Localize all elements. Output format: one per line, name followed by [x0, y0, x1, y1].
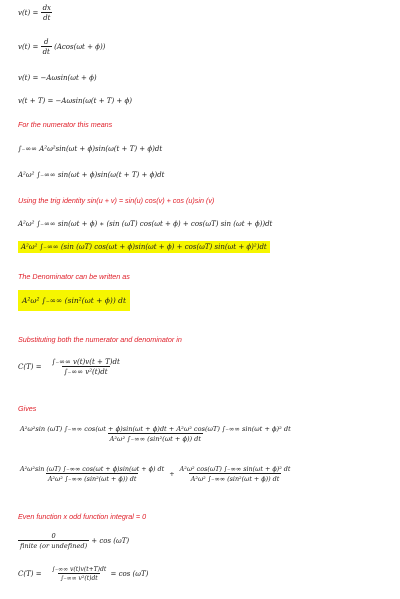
equation-lhs: v(t) =	[18, 9, 39, 17]
substituting-note: Substituting both the numerator and denominator in	[18, 335, 182, 344]
split-fraction-first	[18, 465, 166, 483]
gives-fraction-combined	[18, 425, 293, 443]
split-fraction-second	[178, 465, 293, 483]
shifted-velocity: v(t + T) = −Aωsin(ω(t + T) + ϕ)	[18, 97, 133, 105]
even-odd-note: Even function x odd function integral = 0	[18, 512, 147, 521]
fraction-numerator: A²ω²sin (ωT) ∫₋∞∞ cos(ωt + ϕ)sin(ωt + ϕ) dt	[20, 465, 165, 473]
fraction-numerator: 0	[51, 532, 56, 540]
equation-rhs: + cos (ωT)	[91, 537, 130, 545]
derivative-fraction	[41, 38, 52, 56]
denominator-expression	[18, 296, 130, 305]
combined-fraction	[18, 425, 293, 443]
highlighted-expression: A²ω² ∫₋∞∞ (sin²(ωt + ϕ)) dt	[18, 290, 130, 311]
fraction-denominator: dt	[43, 14, 51, 22]
derivative-fraction	[41, 4, 53, 22]
numerator-highlighted	[18, 243, 270, 251]
fraction-denominator: A²ω² ∫₋∞∞ (sin²(ωt + ϕ)) dt	[47, 475, 137, 483]
fraction-denominator: dt	[42, 48, 50, 56]
velocity-definition	[18, 4, 53, 22]
numerator-integral-factored: A²ω² ∫₋∞∞ sin(ωt + ϕ)sin(ω(t + T) + ϕ)dt	[18, 171, 165, 179]
equation-rhs: (Acos(ωt + ϕ))	[54, 43, 106, 51]
final-fraction	[50, 566, 108, 582]
equation-lhs: C(T) =	[18, 363, 42, 371]
fraction-denominator: finite (or undefined)	[20, 542, 88, 550]
trig-identity-note: Using the trig identity sin(u + v) = sin(u) cos(v) + cos (u)sin (v)	[18, 196, 215, 205]
velocity-derivative	[18, 38, 105, 56]
plus-sign: +	[169, 470, 175, 478]
gives-fraction-split	[18, 465, 292, 483]
equation-lhs: C(T) =	[18, 570, 42, 578]
fraction-numerator: A²ω²sin (ωT) ∫₋∞∞ cos(ωt + ϕ)sin(ωt + ϕ)dt + A²ω² cos(ωT) ∫₋∞∞ sin(ωt + ϕ)² dt	[20, 425, 291, 433]
finite-result	[18, 532, 129, 550]
gives-note: Gives	[18, 404, 37, 413]
fraction-numerator: ∫₋∞∞ v(t)v(t + T)dt	[51, 358, 120, 366]
fraction-numerator: dx	[42, 4, 51, 12]
denominator-note: The Denominator can be written as	[18, 272, 130, 281]
equation-lhs: v(t) =	[18, 43, 39, 51]
fraction-numerator: A²ω² cos(ωT) ∫₋∞∞ sin(ωt + ϕ)² dt	[179, 465, 291, 473]
fraction-denominator: ∫₋∞∞ v²(t)dt	[60, 575, 98, 582]
final-result	[18, 566, 148, 582]
fraction-denominator: ∫₋∞∞ v²(t)dt	[64, 368, 108, 376]
numerator-note: For the numerator this means	[18, 120, 113, 129]
highlighted-expression: A²ω² ∫₋∞∞ (sin (ωT) cos(ωt + ϕ)sin(ωt + ϕ) + cos(ωT) sin(ωt + ϕ)²)dt	[18, 241, 270, 253]
fraction-numerator: ∫₋∞∞ v(t)v(t+T)dt	[51, 566, 107, 573]
correlation-fraction	[50, 358, 122, 376]
numerator-integral: ∫₋∞∞ A²ω²sin(ωt + ϕ)sin(ω(t + T) + ϕ)dt	[18, 145, 163, 153]
velocity-result: v(t) = −Aωsin(ωt + ϕ)	[18, 74, 97, 82]
zero-fraction	[18, 532, 89, 550]
fraction-numerator: d	[43, 38, 49, 46]
fraction-denominator: A²ω² ∫₋∞∞ (sin²(ωt + ϕ)) dt	[190, 475, 280, 483]
numerator-expanded: A²ω² ∫₋∞∞ sin(ωt + ϕ) ∗ (sin (ωT) cos(ωt + ϕ) + cos(ωT) sin (ωt + ϕ))dt	[18, 220, 273, 228]
correlation-definition	[18, 358, 122, 376]
fraction-denominator: A²ω² ∫₋∞∞ (sin²(ωt + ϕ)) dt	[109, 435, 202, 443]
equation-rhs: = cos (ωT)	[110, 570, 149, 578]
